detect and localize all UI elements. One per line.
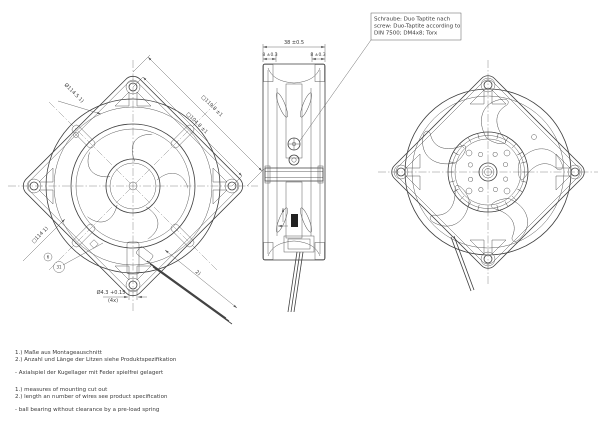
footnotes bbox=[15, 350, 177, 413]
dim-hole-pitch-label: □104.8 ±1 bbox=[184, 111, 209, 136]
dim-hole-qty-label: (4x) bbox=[107, 298, 119, 304]
type-label-mark bbox=[291, 214, 298, 227]
dim-depth-label: 38 ±0.5 bbox=[283, 40, 305, 46]
screw-note-line-spec: DIN 7500; DM4x8; Torx bbox=[374, 30, 438, 37]
balloon-callouts bbox=[44, 243, 103, 273]
note-de-1: 1.) Maße aus Montageauschnitt bbox=[15, 350, 102, 356]
dim-wire-length-label: 2) bbox=[193, 269, 202, 278]
mounting-plate-section bbox=[265, 166, 323, 183]
dim-cutout-round-label: Ø114.5 1) bbox=[62, 82, 85, 105]
screw-note-line-en: screw: Duo-Taptite according to bbox=[374, 23, 461, 30]
dim-cutout-round bbox=[58, 82, 101, 114]
screw-note-line-de: Schraube: Duo Taptite nach bbox=[374, 16, 451, 23]
dim-cutout-square bbox=[23, 219, 65, 261]
dim-flange-left-label: 8 ±0.3 bbox=[262, 53, 278, 58]
note-de-2: 2.) Anzahl und Länge der Litzen siehe Produktspezifikation bbox=[15, 357, 177, 363]
ball-bearing bbox=[289, 155, 299, 165]
front-impeller bbox=[80, 129, 189, 241]
dim-wire-length bbox=[165, 250, 237, 308]
note-en-3: - ball bearing without clearance by a pre-load spring bbox=[15, 407, 160, 413]
dim-hole-diameter bbox=[97, 289, 147, 304]
balloon-large-label: 31 bbox=[56, 264, 62, 270]
note-de-3: - Axialspiel der Kugellager mit Feder spielfrei gelagert bbox=[15, 370, 164, 376]
rear-lead-wire bbox=[451, 236, 474, 291]
front-view bbox=[8, 55, 264, 324]
balloon-small-label: 6 bbox=[46, 254, 50, 260]
lead-wires bbox=[147, 261, 232, 324]
terminal-section bbox=[284, 236, 314, 312]
note-en-1: 1.) measures of mounting cut out bbox=[15, 387, 108, 393]
dim-outer-square-label: □119.8 ±1 bbox=[199, 94, 224, 119]
cable-guide bbox=[136, 246, 154, 263]
dim-cutout-square-label: □114 1) bbox=[30, 225, 50, 245]
side-view bbox=[262, 40, 325, 312]
rear-view bbox=[378, 60, 598, 291]
dim-depth bbox=[262, 40, 325, 62]
centerline-diagonal-2 bbox=[46, 102, 217, 270]
dim-flange-right-label: 8 ±0.3 bbox=[310, 53, 326, 58]
note-en-2: 2.) length an number of wires see product specification bbox=[15, 394, 168, 400]
dim-hole-diameter-label: Ø4.3 +0.15 bbox=[96, 290, 126, 296]
rear-pilot-hole bbox=[532, 135, 537, 140]
corner-detail-square bbox=[90, 240, 98, 248]
screw-note-box bbox=[299, 13, 461, 142]
